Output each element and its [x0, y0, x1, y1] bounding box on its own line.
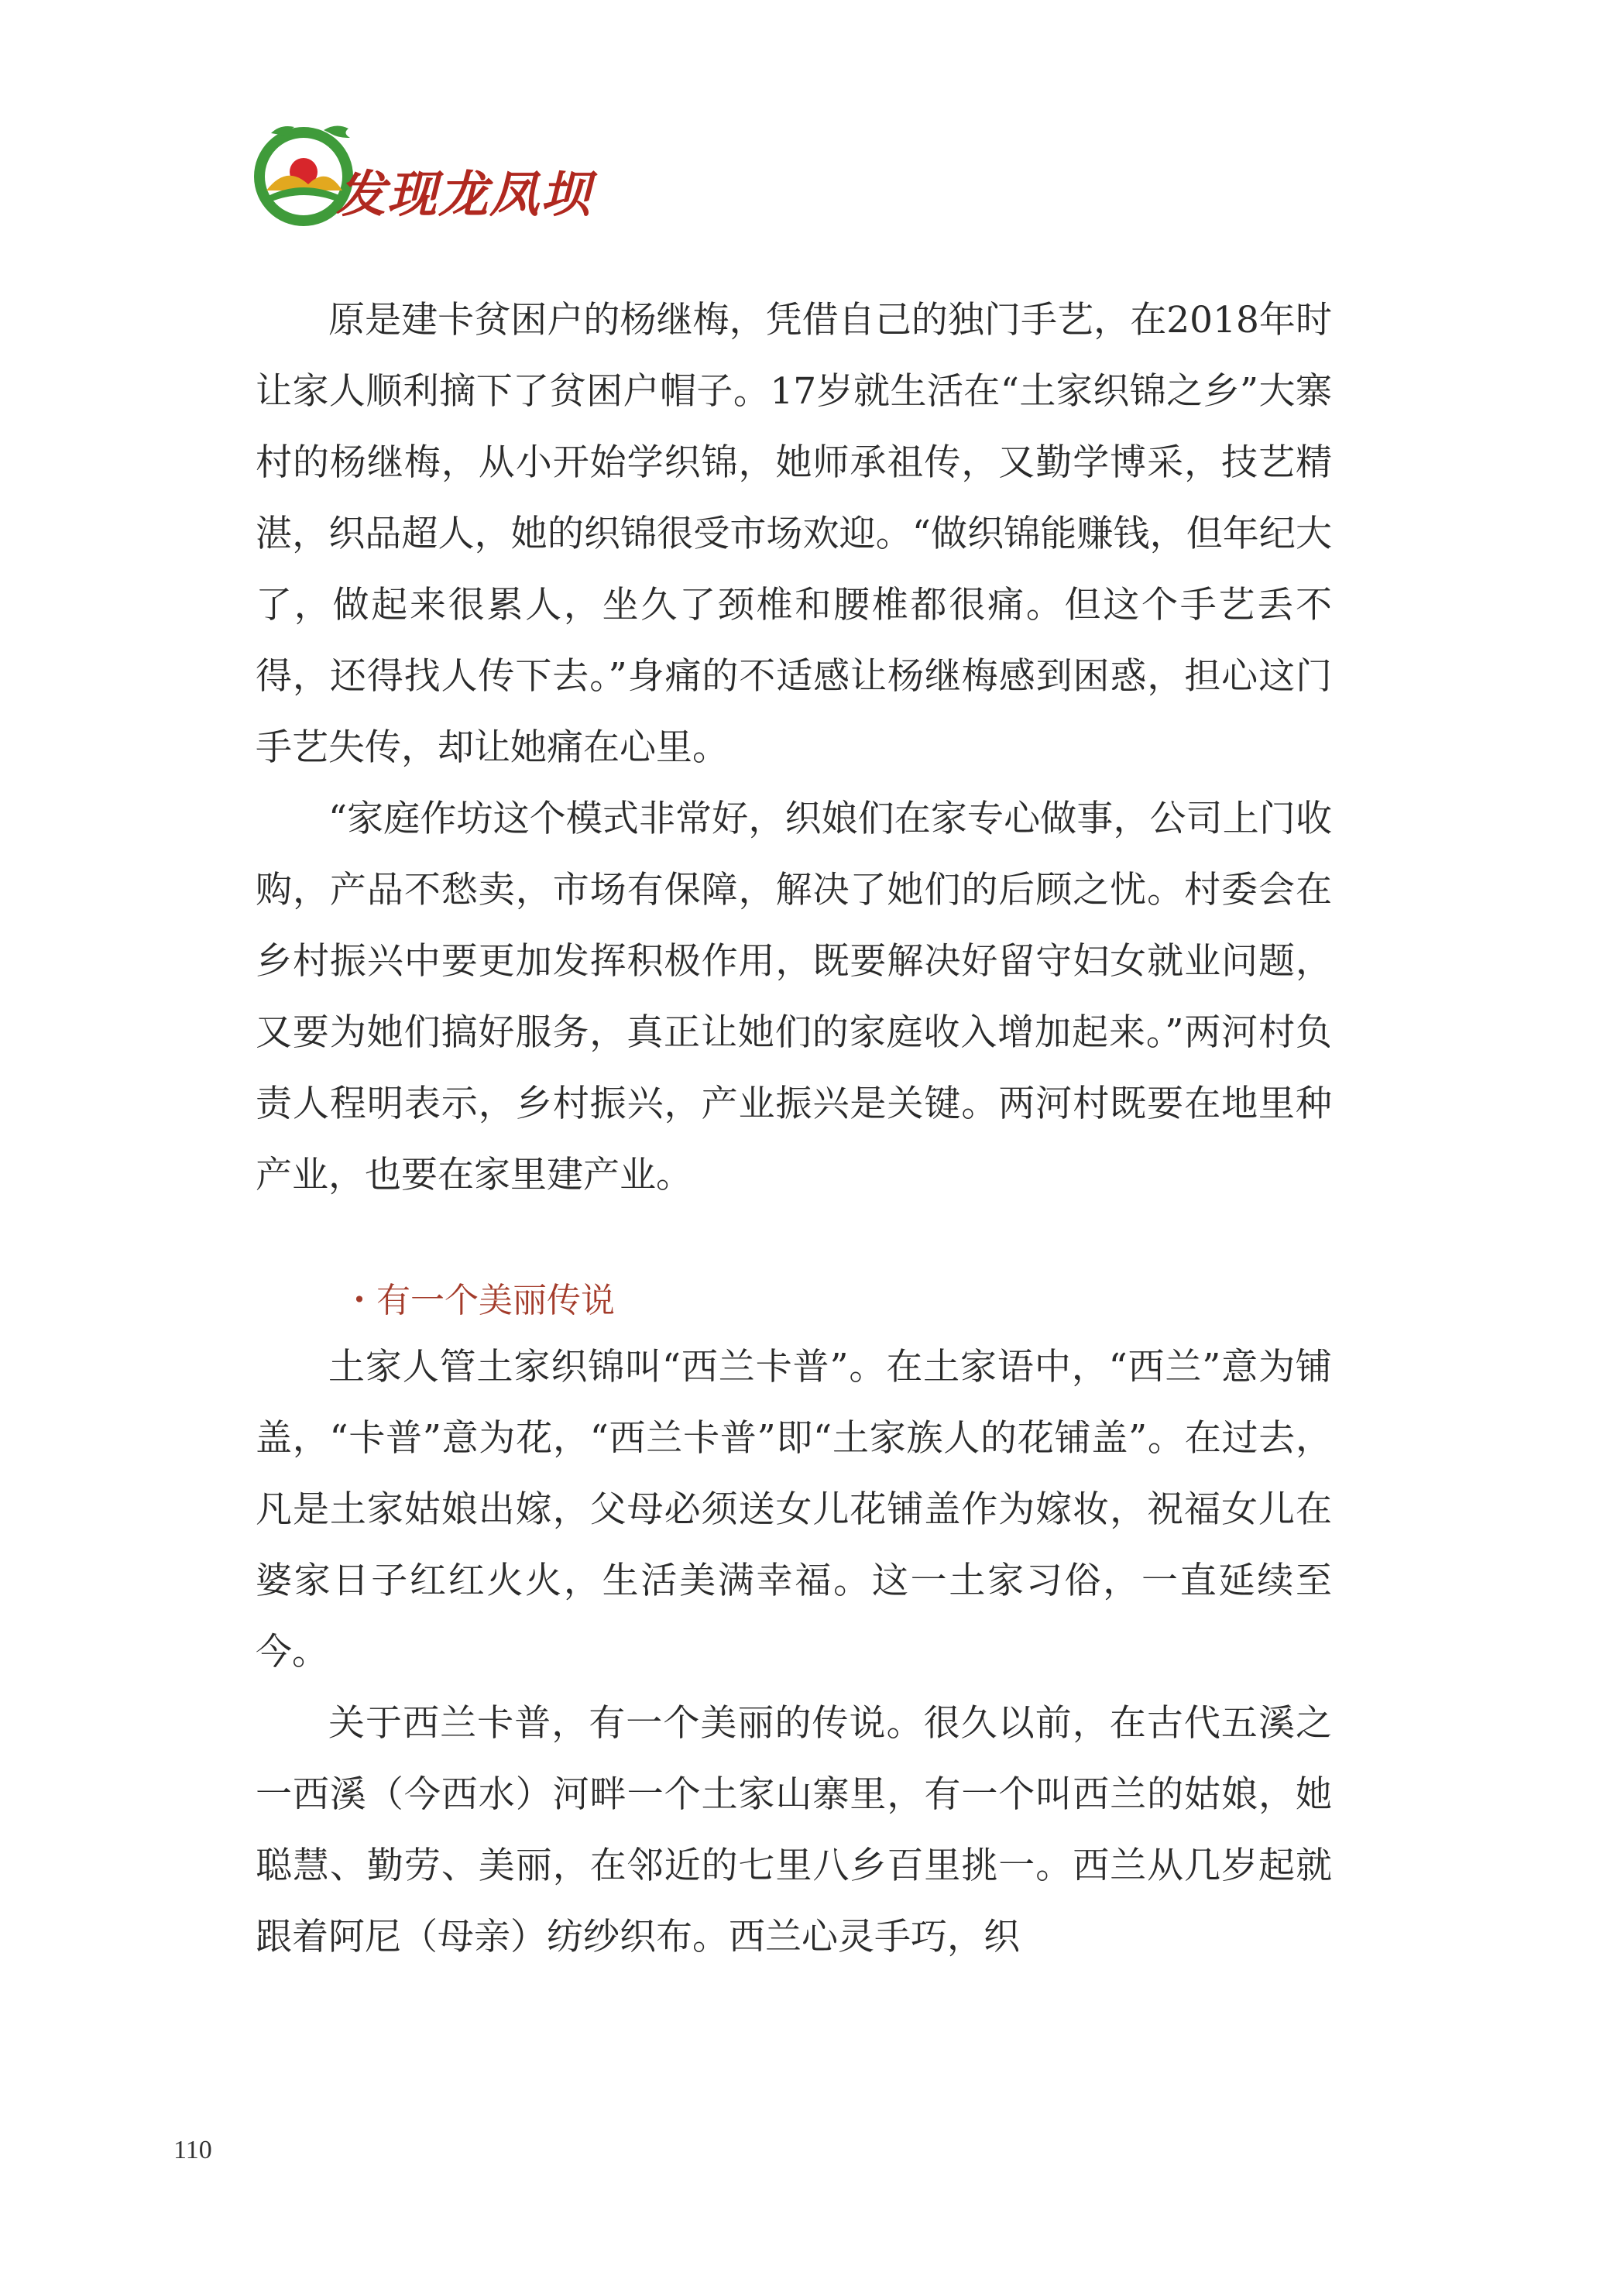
- paragraph: “家庭作坊这个模式非常好，织娘们在家专心做事，公司上门收购，产品不愁卖，市场有保障，解决了她们的后顾之忧。村委会在乡村振兴中要更加发挥积极作用，既要解决好留守妇女就业问题，又要为她们搞好服务，真正让她们的家庭收入增加起来。”两河村负责人程明表示，乡村振兴，产业振兴是关键。两河村既要在地里种产业，也要在家里建产业。: [256, 798, 1332, 1196]
- page-number: 110: [173, 2136, 212, 2164]
- page-header: [249, 116, 606, 240]
- paragraph: 原是建卡贫困户的杨继梅，凭借自己的独门手艺，在2018年时让家人顺利摘下了贫困户帽子。17岁就生活在“土家织锦之乡”大寨村的杨继梅，从小开始学织锦，她师承祖传，又勤学博采，技艺精湛，织品超人，她的织锦很受市场欢迎。“做织锦能赚钱，但年纪大了，做起来很累人，坐久了颈椎和腰椎都很痛。但这个手艺丢不得，还得找人传下去。”身痛的不适感让杨继梅感到困惑，担心这门手艺失传，却让她痛在心里。: [256, 299, 1332, 769]
- paragraph: 关于西兰卡普，有一个美丽的传说。很久以前，在古代五溪之一西溪（今西水）河畔一个土家山寨里，有一个叫西兰的姑娘，她聪慧、勤劳、美丽，在邻近的七里八乡百里挑一。西兰从几岁起就跟着阿尼（母亲）纺纱织布。西兰心灵手巧，织: [256, 1702, 1332, 1958]
- section-heading: ・有一个美丽传说: [342, 1281, 615, 1320]
- article-body: [256, 285, 1332, 1973]
- logo-text: 发现龙凤坝: [336, 166, 592, 224]
- paragraph: 土家人管土家织锦叫“西兰卡普”。在土家语中，“西兰”意为铺盖，“卡普”意为花，“西兰卡普”即“土家族人的花铺盖”。在过去，凡是土家姑娘出嫁，父母必须送女儿花铺盖作为嫁妆，祝福女儿在婆家日子红红火火，生活美满幸福。这一土家习俗，一直延续至今。: [256, 1346, 1332, 1673]
